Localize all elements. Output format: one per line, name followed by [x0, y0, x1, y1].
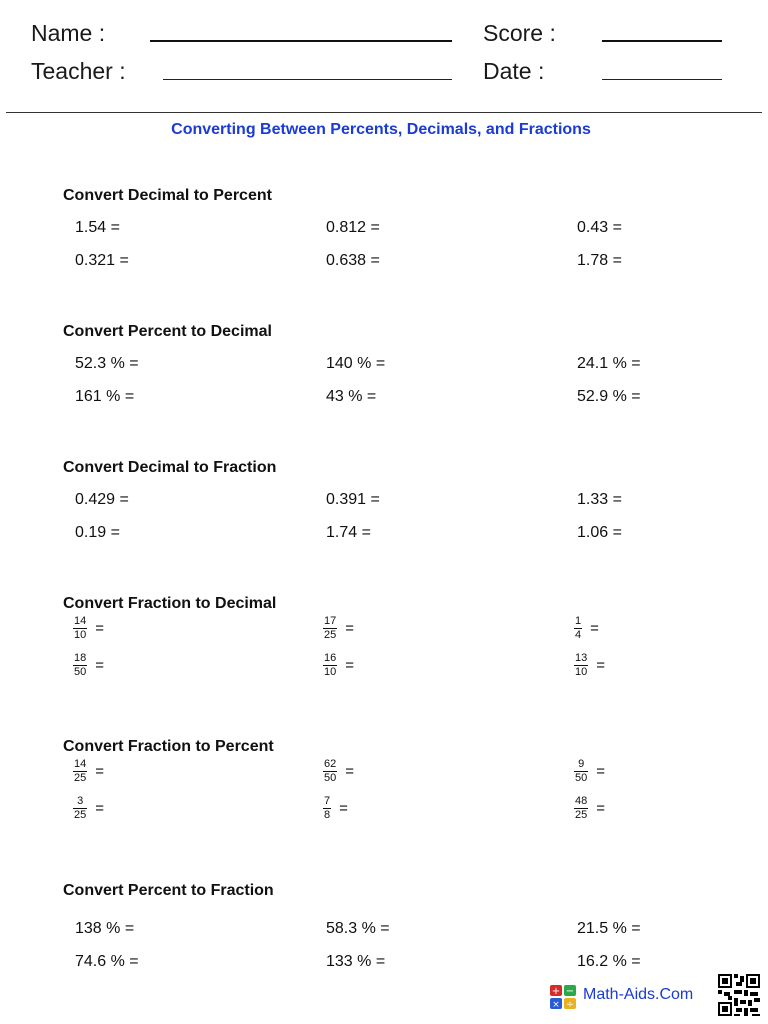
section-fraction-to-decimal	[63, 593, 763, 689]
problem: 24.1 % =	[577, 355, 641, 372]
numerator: 14	[74, 615, 87, 627]
score-blank-line[interactable]	[602, 40, 722, 42]
denominator: 50	[575, 772, 588, 784]
problem: 52.3 % =	[75, 355, 139, 372]
fraction	[323, 615, 337, 642]
fraction-problem	[323, 652, 354, 689]
equals-sign: =	[95, 657, 105, 674]
fraction-problem	[323, 615, 354, 652]
problem-row	[63, 758, 763, 795]
equals-sign: =	[596, 800, 606, 817]
equals-sign: =	[345, 620, 355, 637]
problem: 1.74 =	[326, 524, 371, 541]
problem-row	[63, 945, 763, 978]
denominator: 25	[575, 809, 588, 821]
fraction	[574, 758, 588, 785]
equals-sign: =	[339, 800, 348, 817]
problem: 74.6 % =	[75, 953, 139, 970]
equals-sign: =	[596, 657, 606, 674]
equals-sign: =	[95, 620, 105, 637]
problem-row	[63, 615, 763, 652]
numerator: 16	[324, 652, 337, 664]
problem: 140 % =	[326, 355, 386, 372]
section-heading: Convert Decimal to Percent	[63, 187, 272, 204]
equals-sign: =	[590, 620, 599, 637]
numerator: 3	[73, 795, 87, 809]
problem: 52.9 % =	[577, 388, 641, 405]
section-fraction-to-percent	[63, 736, 763, 832]
qr-code-icon	[718, 974, 760, 1016]
section-percent-to-decimal	[63, 321, 763, 413]
problem: 16.2 % =	[577, 953, 641, 970]
date-blank-line[interactable]	[602, 79, 722, 80]
section-percent-to-fraction	[63, 880, 763, 978]
problem-row	[63, 347, 763, 380]
equals-sign: =	[345, 657, 355, 674]
problem: 0.321 =	[75, 252, 129, 269]
fraction	[574, 795, 588, 822]
section-decimal-to-fraction	[63, 457, 763, 549]
teacher-blank-line[interactable]	[163, 79, 452, 80]
problem: 0.429 =	[75, 491, 129, 508]
section-heading: Convert Decimal to Fraction	[63, 459, 277, 476]
problem-row	[63, 795, 763, 832]
numerator: 17	[324, 615, 337, 627]
problem-row	[63, 380, 763, 413]
numerator: 48	[575, 795, 588, 807]
problem: 0.43 =	[577, 219, 622, 236]
problem: 1.33 =	[577, 491, 622, 508]
denominator: 4	[575, 629, 582, 641]
fraction-problem	[73, 652, 104, 689]
svg-text:÷: ÷	[566, 1000, 574, 1009]
fraction	[323, 795, 331, 822]
teacher-label: Teacher :	[31, 58, 126, 84]
section-heading: Convert Percent to Decimal	[63, 323, 272, 340]
numerator: 18	[74, 652, 87, 664]
problem: 1.54 =	[75, 219, 120, 236]
numerator: 13	[575, 652, 588, 664]
problem-row	[63, 244, 763, 277]
problem-row	[63, 211, 763, 244]
worksheet-title: Converting Between Percents, Decimals, and Fractions	[171, 121, 591, 138]
fraction-problem	[323, 758, 354, 795]
section-heading: Convert Percent to Fraction	[63, 882, 274, 899]
problem-row	[63, 652, 763, 689]
fraction	[574, 652, 588, 679]
numerator: 7	[324, 795, 331, 807]
fraction	[73, 652, 87, 679]
numerator: 9	[574, 758, 588, 772]
section-heading: Convert Fraction to Decimal	[63, 595, 277, 612]
fraction-problem	[73, 758, 104, 795]
fraction-problem	[73, 615, 104, 652]
fraction	[73, 758, 87, 785]
denominator: 10	[575, 666, 588, 678]
problem-row	[63, 516, 763, 549]
fraction-problem	[574, 652, 605, 689]
fraction	[73, 615, 87, 642]
name-label: Name :	[31, 20, 106, 46]
equals-sign: =	[95, 800, 105, 817]
problem: 0.391 =	[326, 491, 380, 508]
equals-sign: =	[345, 763, 355, 780]
svg-text:−: −	[565, 986, 575, 997]
fraction-problem	[574, 795, 605, 832]
problem: 43 % =	[326, 388, 377, 405]
fraction-problem	[574, 758, 605, 795]
denominator: 50	[74, 666, 87, 678]
problem: 0.812 =	[326, 219, 380, 236]
section-heading: Convert Fraction to Percent	[63, 738, 274, 755]
denominator: 10	[324, 666, 337, 678]
numerator: 1	[575, 615, 582, 627]
denominator: 50	[324, 772, 337, 784]
fraction	[323, 758, 337, 785]
denominator: 10	[74, 629, 87, 641]
score-label: Score :	[483, 20, 556, 46]
problem-row	[63, 483, 763, 516]
problem: 138 % =	[75, 920, 135, 937]
denominator: 25	[74, 772, 87, 784]
site-link[interactable]: Math-Aids.Com	[583, 986, 694, 1003]
problem: 21.5 % =	[577, 920, 641, 937]
problem: 1.06 =	[577, 524, 622, 541]
problem: 0.638 =	[326, 252, 380, 269]
numerator: 62	[324, 758, 337, 770]
problem: 161 % =	[75, 388, 135, 405]
fraction	[73, 795, 87, 822]
fraction-problem	[323, 795, 348, 832]
denominator: 25	[74, 809, 87, 821]
date-label: Date :	[483, 58, 545, 84]
equals-sign: =	[95, 763, 105, 780]
header-divider	[6, 112, 762, 113]
denominator: 8	[324, 809, 331, 821]
numerator: 14	[74, 758, 87, 770]
problem: 133 % =	[326, 953, 386, 970]
problem-row	[63, 912, 763, 945]
problem: 58.3 % =	[326, 920, 390, 937]
equals-sign: =	[596, 763, 606, 780]
fraction-problem	[73, 795, 104, 832]
fraction-problem	[574, 615, 599, 652]
problem: 1.78 =	[577, 252, 622, 269]
problem: 0.19 =	[75, 524, 120, 541]
section-decimal-to-percent	[63, 185, 763, 277]
svg-text:×: ×	[552, 1000, 560, 1009]
name-blank-line[interactable]	[150, 40, 452, 42]
svg-text:+: +	[551, 986, 561, 997]
denominator: 25	[324, 629, 337, 641]
fraction	[574, 615, 582, 642]
fraction	[323, 652, 337, 679]
math-aids-logo-icon	[550, 985, 576, 1009]
